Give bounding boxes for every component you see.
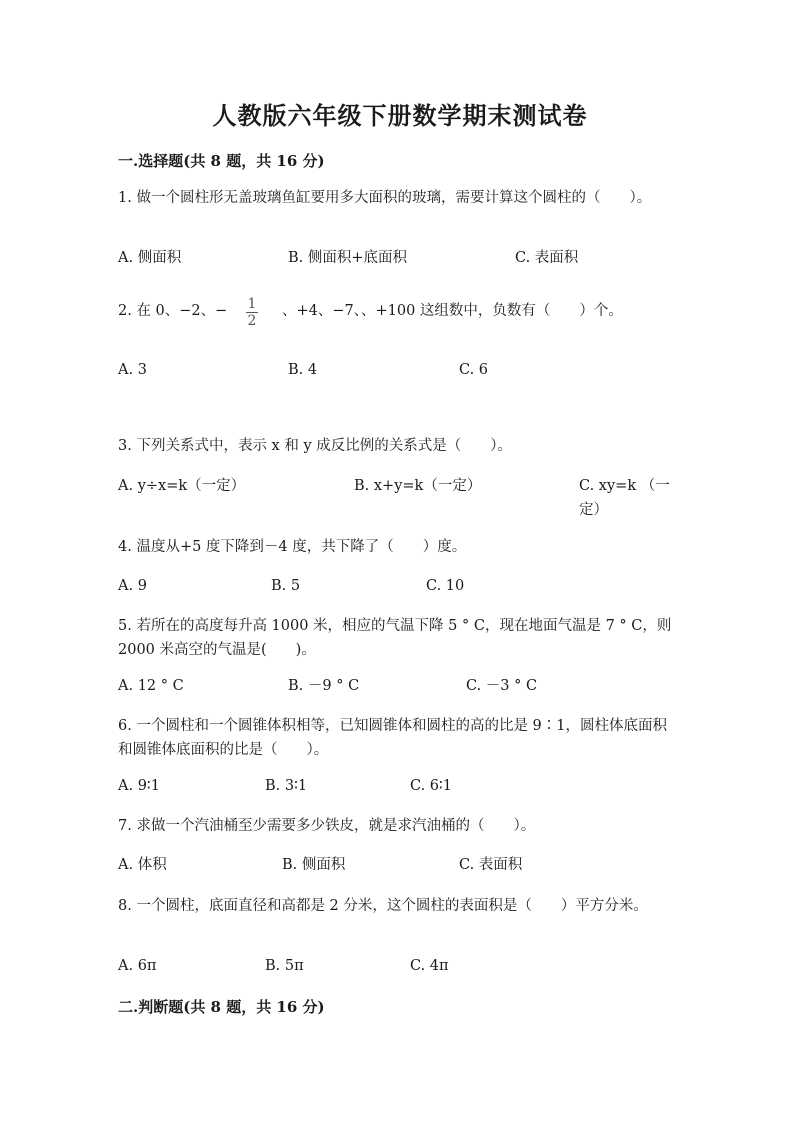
question-8: 8. 一个圆柱，底面直径和高都是 2 分米，这个圆柱的表面积是（ ）平方分米。 [118, 898, 648, 914]
question-8-option-a: A. 6π [118, 958, 157, 974]
question-5-option-b: B. －9 ° C [288, 678, 360, 694]
question-2-option-a: A. 3 [118, 362, 147, 378]
question-7-option-a: A. 体积 [118, 857, 167, 873]
fraction-denominator: 2 [247, 313, 257, 329]
question-2-text-end: 、+4、−7、、+100 这组数中，负数有（ ）个。 [282, 303, 623, 319]
question-6-option-a: A. 9∶1 [118, 778, 160, 794]
question-8-option-b: B. 5π [265, 958, 304, 974]
question-3: 3. 下列关系式中，表示 x 和 y 成反比例的关系式是（ ）。 [118, 438, 512, 454]
question-4-option-c: C. 10 [426, 578, 465, 594]
question-3-option-c: C. xy=k （一定） [579, 478, 670, 518]
question-4-option-a: A. 9 [118, 578, 147, 594]
fraction-numerator: 1 [247, 296, 257, 312]
question-5: 5. 若所在的高度每升高 1000 米，相应的气温下降 5 ° C，现在地面气温是 7 ° C，则 2000 米高空的气温是( )。 [118, 618, 672, 658]
question-2-option-c: C. 6 [459, 362, 489, 378]
question-3-option-a: A. y÷x=k（一定） [118, 478, 246, 494]
section-heading-judgment: 二.判断题(共 8 题，共 16 分) [118, 998, 325, 1016]
page-title: 人教版六年级下册数学期末测试卷 [212, 101, 588, 130]
question-1-option-b: B. 侧面积+底面积 [288, 250, 408, 266]
question-2-option-b: B. 4 [288, 362, 318, 378]
question-4: 4. 温度从+5 度下降到－4 度，共下降了（ ）度。 [118, 539, 467, 555]
question-3-option-b: B. x+y=k（一定） [354, 478, 482, 494]
question-2-text-start: 2. 在 0、−2、− [118, 303, 228, 319]
question-6-option-c: C. 6∶1 [410, 778, 453, 794]
question-5-option-c: C. －3 ° C [466, 678, 538, 694]
question-5-option-a: A. 12 ° C [118, 678, 184, 694]
question-1-option-a: A. 侧面积 [118, 250, 182, 266]
question-4-option-b: B. 5 [271, 578, 301, 594]
question-7-option-c: C. 表面积 [459, 857, 523, 873]
question-1: 1. 做一个圆柱形无盖玻璃鱼缸要用多大面积的玻璃，需要计算这个圆柱的（ ）。 [118, 190, 652, 206]
question-6: 6. 一个圆柱和一个圆锥体积相等，已知圆锥体和圆柱的高的比是 9∶1，圆柱体底面积和圆锥体底面积的比是（ ）。 [118, 718, 668, 758]
question-8-option-c: C. 4π [410, 958, 449, 974]
fraction-one-half [244, 296, 260, 329]
question-7-option-b: B. 侧面积 [282, 857, 346, 873]
question-1-option-c: C. 表面积 [515, 250, 579, 266]
question-7: 7. 求做一个汽油桶至少需要多少铁皮，就是求汽油桶的（ ）。 [118, 818, 536, 834]
section-heading-choice: 一.选择题(共 8 题，共 16 分) [118, 152, 325, 170]
question-6-option-b: B. 3∶1 [265, 778, 308, 794]
